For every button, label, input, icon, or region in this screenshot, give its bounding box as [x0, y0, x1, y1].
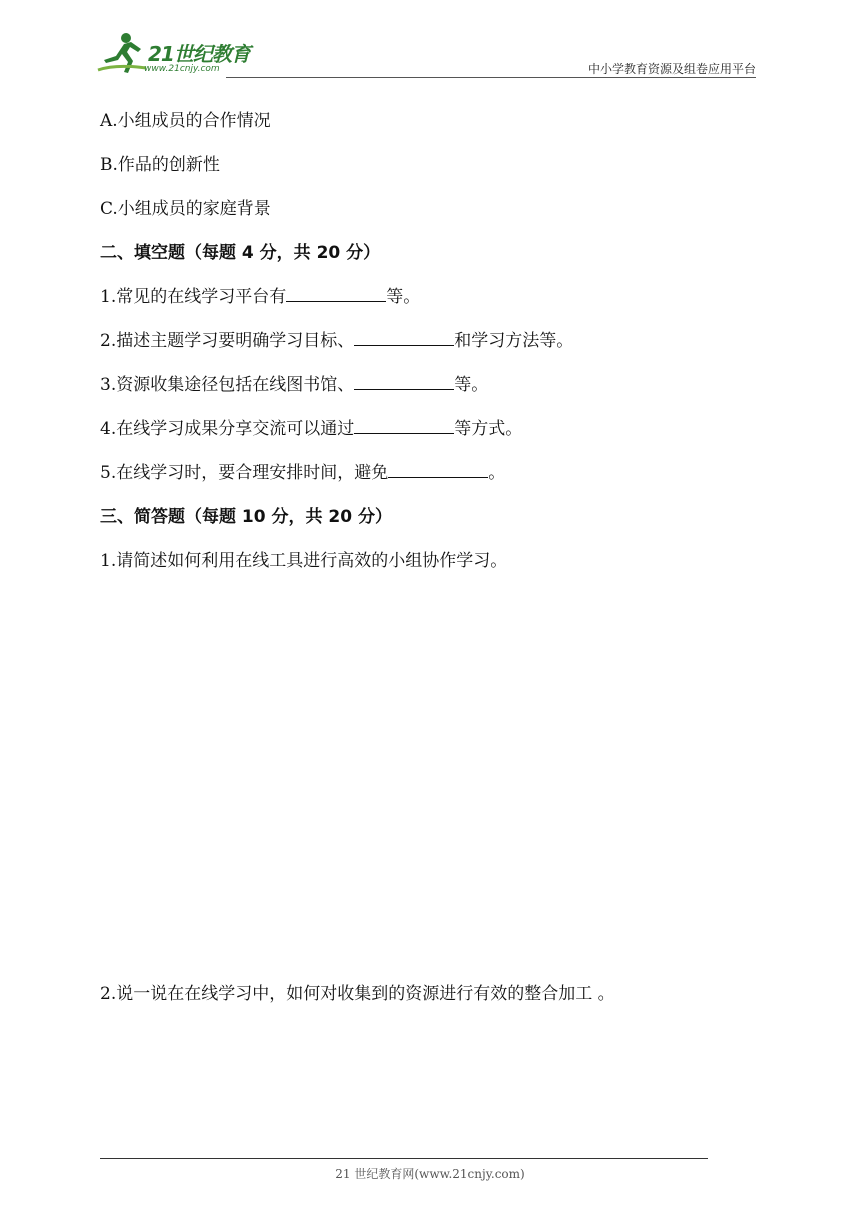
fill-question-3: 3.资源收集途径包括在线图书馆、 等。 [100, 370, 740, 400]
option-a: A.小组成员的合作情况 [100, 111, 271, 131]
fill-question-4: 4.在线学习成果分享交流可以通过 等方式。 [100, 414, 740, 444]
header-divider [226, 77, 756, 78]
platform-label: 中小学教育资源及组卷应用平台 [587, 62, 756, 76]
fill-question-1: 1.常见的在线学习平台有 等。 [100, 282, 740, 312]
footer-text: 21 世纪教育网(www.21cnjy.com) [335, 1167, 525, 1181]
page-header [96, 30, 756, 78]
fill-in-section-title: 二、填空题（每题 4 分，共 20 分） [100, 243, 381, 263]
answer-blank[interactable] [286, 283, 386, 302]
option-b: B.作品的创新性 [100, 155, 220, 175]
short-answer-section-title: 三、简答题（每题 10 分，共 20 分） [100, 507, 392, 527]
answer-blank[interactable] [354, 327, 454, 346]
fill-question-5: 5.在线学习时，要合理安排时间，避免 。 [100, 458, 740, 488]
short-question-1: 1.请简述如何利用在线工具进行高效的小组协作学习。 [100, 551, 508, 571]
short-question-2: 2.说一说在在线学习中，如何对收集到的资源进行有效的整合加工 。 [100, 984, 615, 1004]
answer-blank[interactable] [354, 371, 454, 390]
fill-question-2: 2.描述主题学习要明确学习目标、 和学习方法等。 [100, 326, 740, 356]
document-body [100, 106, 740, 590]
logo-text: 21世纪教育 [148, 42, 250, 66]
answer-blank[interactable] [354, 415, 454, 434]
answer-blank[interactable] [388, 459, 488, 478]
logo-url: www.21cnjy.com [144, 64, 220, 74]
option-c: C.小组成员的家庭背景 [100, 199, 271, 219]
footer-divider [100, 1158, 708, 1159]
logo [96, 30, 266, 76]
